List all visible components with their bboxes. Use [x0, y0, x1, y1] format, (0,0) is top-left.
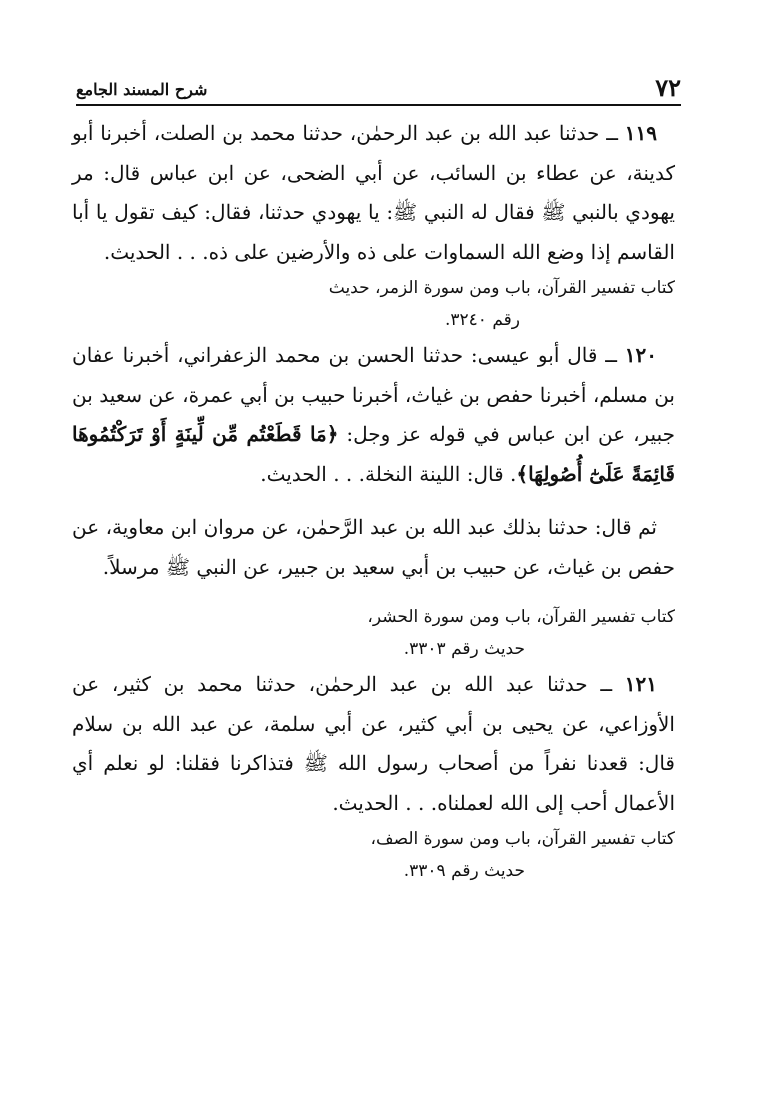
reference-line-1: كتاب تفسير القرآن، باب ومن سورة الحشر، — [367, 607, 675, 627]
hadith-120-continuation: ثم قال: حدثنا بذلك عبد الله بن عبد الرَّحمٰن، عن مروان ابن معاوية، عن حفص بن غياث، عن حبيب بن أبي سعيد بن جبير، عن النبي ﷺ مرسلاً. — [72, 515, 675, 579]
reference-line-1: كتاب تفسير القرآن، باب ومن سورة الزمر، حديث — [328, 278, 675, 298]
hadith-121-reference — [72, 823, 675, 887]
hadith-121 — [72, 665, 675, 823]
page-number: ٧٢ — [655, 73, 681, 102]
running-title: شرح المسند الجامع — [76, 80, 208, 99]
hadith-text: حدثنا عبد الله بن عبد الرحمٰن، حدثنا محمد بن كثير، عن الأوزاعي، عن يحيى بن أبي كثير، عن أبي سلمة، عن عبد الله بن سلام قال: قعدنا نفراً من أصحاب رسول الله ﷺ فتذاكرنا فقلنا: لو نعلم أي الأعمال أحب إلى الله لعملناه. . . الحديث. — [72, 672, 675, 815]
quran-verse: ﴿مَا قَطَعْتُم مِّن لِّينَةٍ أَوْ تَرَكْتُمُوهَا قَائِمَةً عَلَىٰٓ أُصُولِهَا﴾ — [72, 422, 675, 486]
hadith-text-continued: . قال: اللينة النخلة. . . الحديث. — [260, 461, 517, 486]
header-rule — [76, 104, 681, 106]
hadith-text: حدثنا عبد الله بن عبد الرحمٰن، حدثنا محمد بن الصلت، أخبرنا أبو كدينة، عن عطاء بن السائب، عن أبي الضحى، عن ابن عباس قال: مر يهودي بالنبي ﷺ فقال له النبي ﷺ: يا يهودي حدثنا، فقال: كيف تقول يا أبا القاسم إذا وضع الله السماوات على ذه والأرضين على ذه. . . الحديث. — [72, 121, 675, 264]
hadith-dash: ــ — [605, 343, 617, 367]
hadith-number: ١٢٠ — [624, 343, 658, 367]
reference-line-2: رقم ٣٢٤٠. — [445, 310, 520, 330]
hadith-number: ١٢١ — [624, 672, 657, 696]
page-content — [72, 114, 675, 887]
hadith-120 — [72, 336, 675, 494]
page-header — [76, 66, 681, 100]
reference-line-2: حديث رقم ٣٣٠٩. — [403, 861, 525, 881]
paragraph-gap — [72, 494, 675, 508]
hadith-number: ١١٩ — [624, 121, 658, 145]
paragraph-gap — [72, 587, 675, 601]
hadith-dash: ــ — [606, 121, 618, 145]
hadith-dash: ــ — [600, 672, 613, 696]
hadith-text: قال أبو عيسى: حدثنا الحسن بن محمد الزعفراني، أخبرنا عفان بن مسلم، أخبرنا حفص بن غياث، أخبرنا حبيب بن أبي عمرة، عن سعيد بن جبير، عن ابن عباس في قوله عز وجل: — [72, 343, 675, 446]
hadith-119 — [72, 114, 675, 272]
hadith-119-reference — [72, 272, 675, 336]
reference-line-2: حديث رقم ٣٣٠٣. — [403, 639, 525, 659]
hadith-120-reference — [72, 601, 675, 665]
reference-line-1: كتاب تفسير القرآن، باب ومن سورة الصف، — [370, 829, 675, 849]
